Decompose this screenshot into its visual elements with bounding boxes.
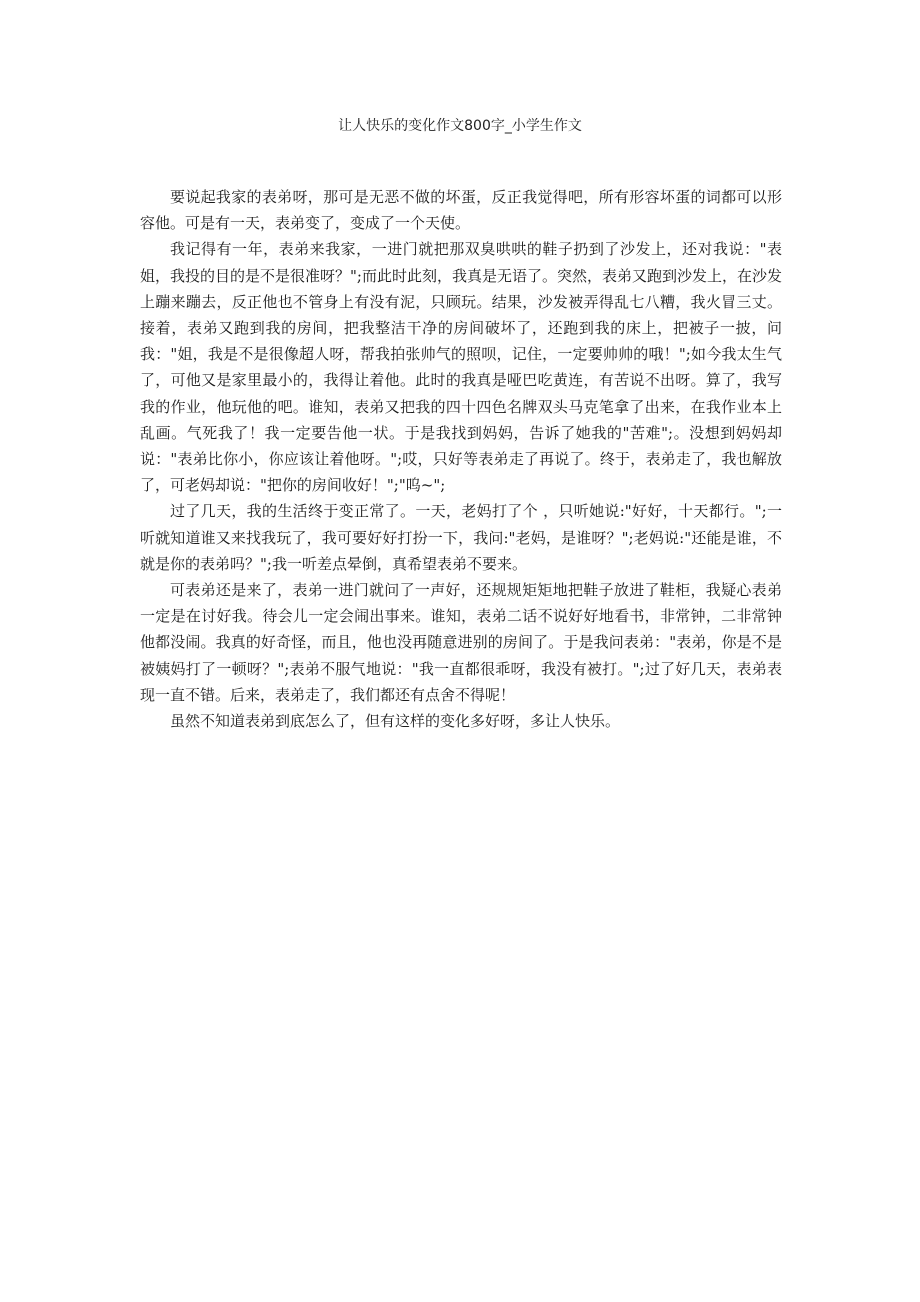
paragraph-4: 可表弟还是来了，表弟一进门就问了一声好，还规规矩矩地把鞋子放进了鞋柜，我疑心表弟一定是在讨好我。待会儿一定会闹出事来。谁知，表弟二话不说好好地看书，非常钟，二非常钟他都没闹。我真的好奇怪，而且，他也没再随意进别的房间了。于是我问表弟："表弟，你是不是被姨妈打了一顿呀？";表弟不服气地说："我一直都很乖呀，我没有被打。";过了好几天，表弟表现一直不错。后来，表弟走了，我们都还有点舍不得呢！ [140, 581, 782, 704]
document-title: 让人快乐的变化作文800字_小学生作文 [338, 118, 582, 134]
paragraph-2: 我记得有一年，表弟来我家，一进门就把那双臭哄哄的鞋子扔到了沙发上，还对我说："表姐，我投的目的是不是很准呀？";而此时此刻，我真是无语了。突然，表弟又跑到沙发上，在沙发上蹦来蹦去，反正他也不管身上有没有泥，只顾玩。结果，沙发被弄得乱七八糟，我火冒三丈。接着，表弟又跑到我的房间，把我整洁干净的房间破坏了，还跑到我的床上，把被子一披，问我："姐，我是不是很像超人呀，帮我拍张帅气的照呗，记住，一定要帅帅的哦！";如今我太生气了，可他又是家里最小的，我得让着他。此时的我真是哑巴吃黄连，有苦说不出呀。算了，我写我的作业，他玩他的吧。谁知，表弟又把我的四十四色名牌双头马克笔拿了出来，在我作业本上乱画。气死我了！我一定要告他一状。于是我找到妈妈，告诉了她我的"苦难";。没想到妈妈却说："表弟比你小，你应该让着他呀。";哎，只好等表弟走了再说了。终于，表弟走了，我也解放了，可老妈却说："把你的房间收好！";"呜~"; [140, 240, 782, 495]
paragraph-1: 要说起我家的表弟呀，那可是无恶不做的坏蛋，反正我觉得吧，所有形容坏蛋的词都可以形容他。可是有一天，表弟变了，变成了一个天使。 [140, 188, 782, 233]
paragraph-5: 虽然不知道表弟到底怎么了，但有这样的变化多好呀，多让人快乐。 [170, 712, 621, 731]
paragraph-3: 过了几天，我的生活终于变正常了。一天，老妈打了个 ，只听她说:"好好，十天都行。";一听就知道谁又来找我玩了，我可要好好打扮一下，我问:"老妈，是谁呀？";老妈说:"还能是谁，不就是你的表弟吗？";我一听差点晕倒，真希望表弟不要来。 [140, 502, 782, 573]
document-body [140, 184, 782, 734]
